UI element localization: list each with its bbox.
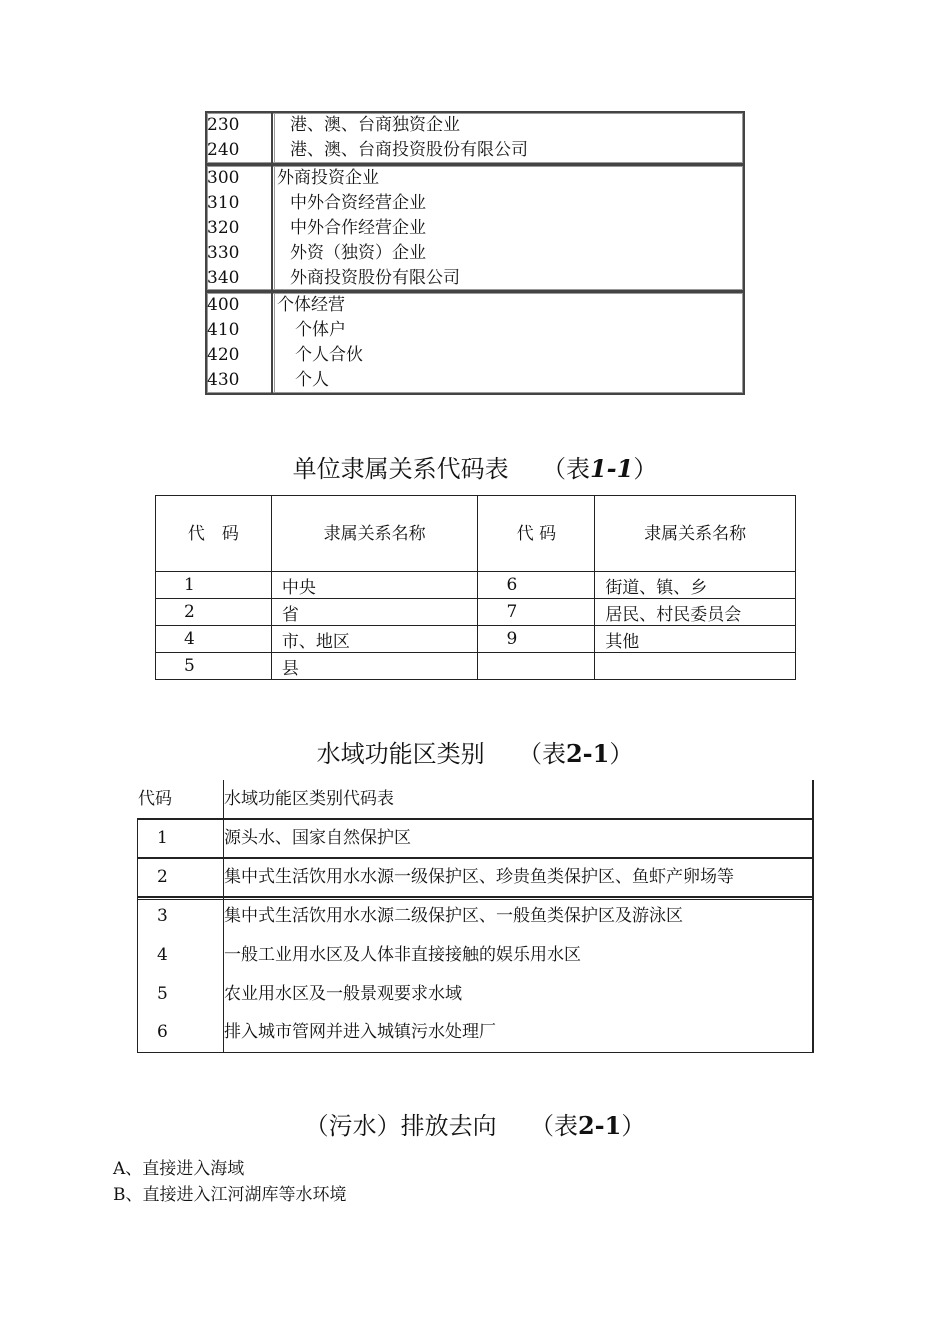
table-label-close: ） [609,740,634,768]
enterprise-type-table [205,112,745,395]
name-cell: 市、地区 [271,626,478,653]
table-row [156,653,796,680]
table-row [207,368,743,393]
name-cell: 港、澳、台商投资股份有限公司 [290,140,528,160]
affiliation-code-table [155,495,796,680]
name-cell: 个人 [295,370,329,390]
name-cell: 中外合作经营企业 [290,218,426,238]
name-cell: 外资（独资）企业 [290,243,426,263]
name-cell: 集中式生活饮用水水源二级保护区、一般鱼类保护区及游泳区 [224,906,683,926]
name-cell: 一般工业用水区及人体非直接接触的娱乐用水区 [224,945,581,965]
name-cell: 集中式生活饮用水水源一级保护区、珍贵鱼类保护区、鱼虾产卵场等 [224,867,734,887]
title-text: 单位隶属关系代码表 [292,455,509,483]
code-cell: 6 [478,572,595,599]
enterprise-group-foreign [205,164,745,292]
table-number: 2-1 [577,1111,622,1140]
header-name: 隶属关系名称 [644,524,747,544]
code-cell: 400 [207,295,240,315]
code-cell: 4 [157,945,168,965]
table-row [156,626,796,653]
code-cell: 9 [478,626,595,653]
code-cell: 2 [157,867,168,887]
header-name: 隶属关系名称 [323,524,426,544]
header-code: 代 码 [187,524,239,544]
table-row [156,599,796,626]
header-code: 代码 [138,789,172,809]
code-cell: 4 [156,626,272,653]
code-cell: 420 [207,345,240,365]
code-cell: 410 [207,320,240,340]
name-cell: 街道、镇、乡 [595,572,796,599]
name-cell: 个体经营 [277,295,345,315]
name-cell: 农业用水区及一般景观要求水域 [224,984,462,1004]
table-row [207,138,743,163]
name-cell: 省 [271,599,478,626]
table-row [207,191,743,216]
name-cell: 中外合资经营企业 [290,193,426,213]
name-cell: 其他 [595,626,796,653]
code-cell: 320 [207,218,240,238]
code-cell: 330 [207,243,240,263]
code-cell: 340 [207,268,240,288]
table-row [207,241,743,266]
code-cell: 1 [157,828,168,848]
water-function-title [0,734,950,769]
table-header-row [156,496,796,572]
code-cell: 2 [156,599,272,626]
code-cell: 230 [207,115,240,135]
code-cell: 5 [157,984,168,1004]
code-cell: 430 [207,370,240,390]
code-cell [478,653,595,680]
table-row [207,318,743,343]
header-name: 水域功能区类别代码表 [224,789,394,809]
name-cell: 居民、村民委员会 [595,599,796,626]
code-cell: 240 [207,140,240,160]
table-row [207,266,743,291]
code-cell: 1 [156,572,272,599]
enterprise-group-hk-macao-taiwan [205,111,745,165]
enterprise-group-individual [205,291,745,395]
table-row [207,293,743,318]
discharge-direction-title [0,1106,950,1141]
table-label: （表 [541,455,590,483]
table-number: 2-1 [565,739,610,768]
name-cell: 外商投资企业 [277,168,379,188]
name-cell: 外商投资股份有限公司 [290,268,460,288]
code-cell: 6 [157,1022,168,1042]
code-cell: 5 [156,653,272,680]
name-cell: 源头水、国家自然保护区 [224,828,411,848]
code-cell: 7 [478,599,595,626]
name-cell [595,653,796,680]
title-text: （污水）排放去向 [304,1112,497,1140]
code-cell: 310 [207,193,240,213]
table-label: （表 [517,740,566,768]
code-cell: 300 [207,168,240,188]
header-code: 代 码 [516,524,557,544]
list-item: B、直接进入江河湖库等水环境 [113,1185,347,1205]
name-cell: 港、澳、台商独资企业 [290,115,460,135]
title-text: 水域功能区类别 [316,740,485,768]
table-label-close: ） [633,455,658,483]
table-label-close: ） [621,1112,646,1140]
table-row [207,113,743,138]
name-cell: 排入城市管网并进入城镇污水处理厂 [224,1022,496,1042]
name-cell: 个体户 [295,320,346,340]
table-label: （表 [529,1112,578,1140]
water-function-table [137,780,813,1053]
table-number: 1-1 [589,454,634,483]
affiliation-table-title [0,449,950,484]
table-row [156,572,796,599]
list-item: A、直接进入海域 [113,1159,245,1179]
table-row [207,166,743,191]
name-cell: 县 [271,653,478,680]
name-cell: 中央 [271,572,478,599]
table-row [207,216,743,241]
name-cell: 个人合伙 [295,345,363,365]
table-row [207,343,743,368]
code-cell: 3 [157,906,168,926]
